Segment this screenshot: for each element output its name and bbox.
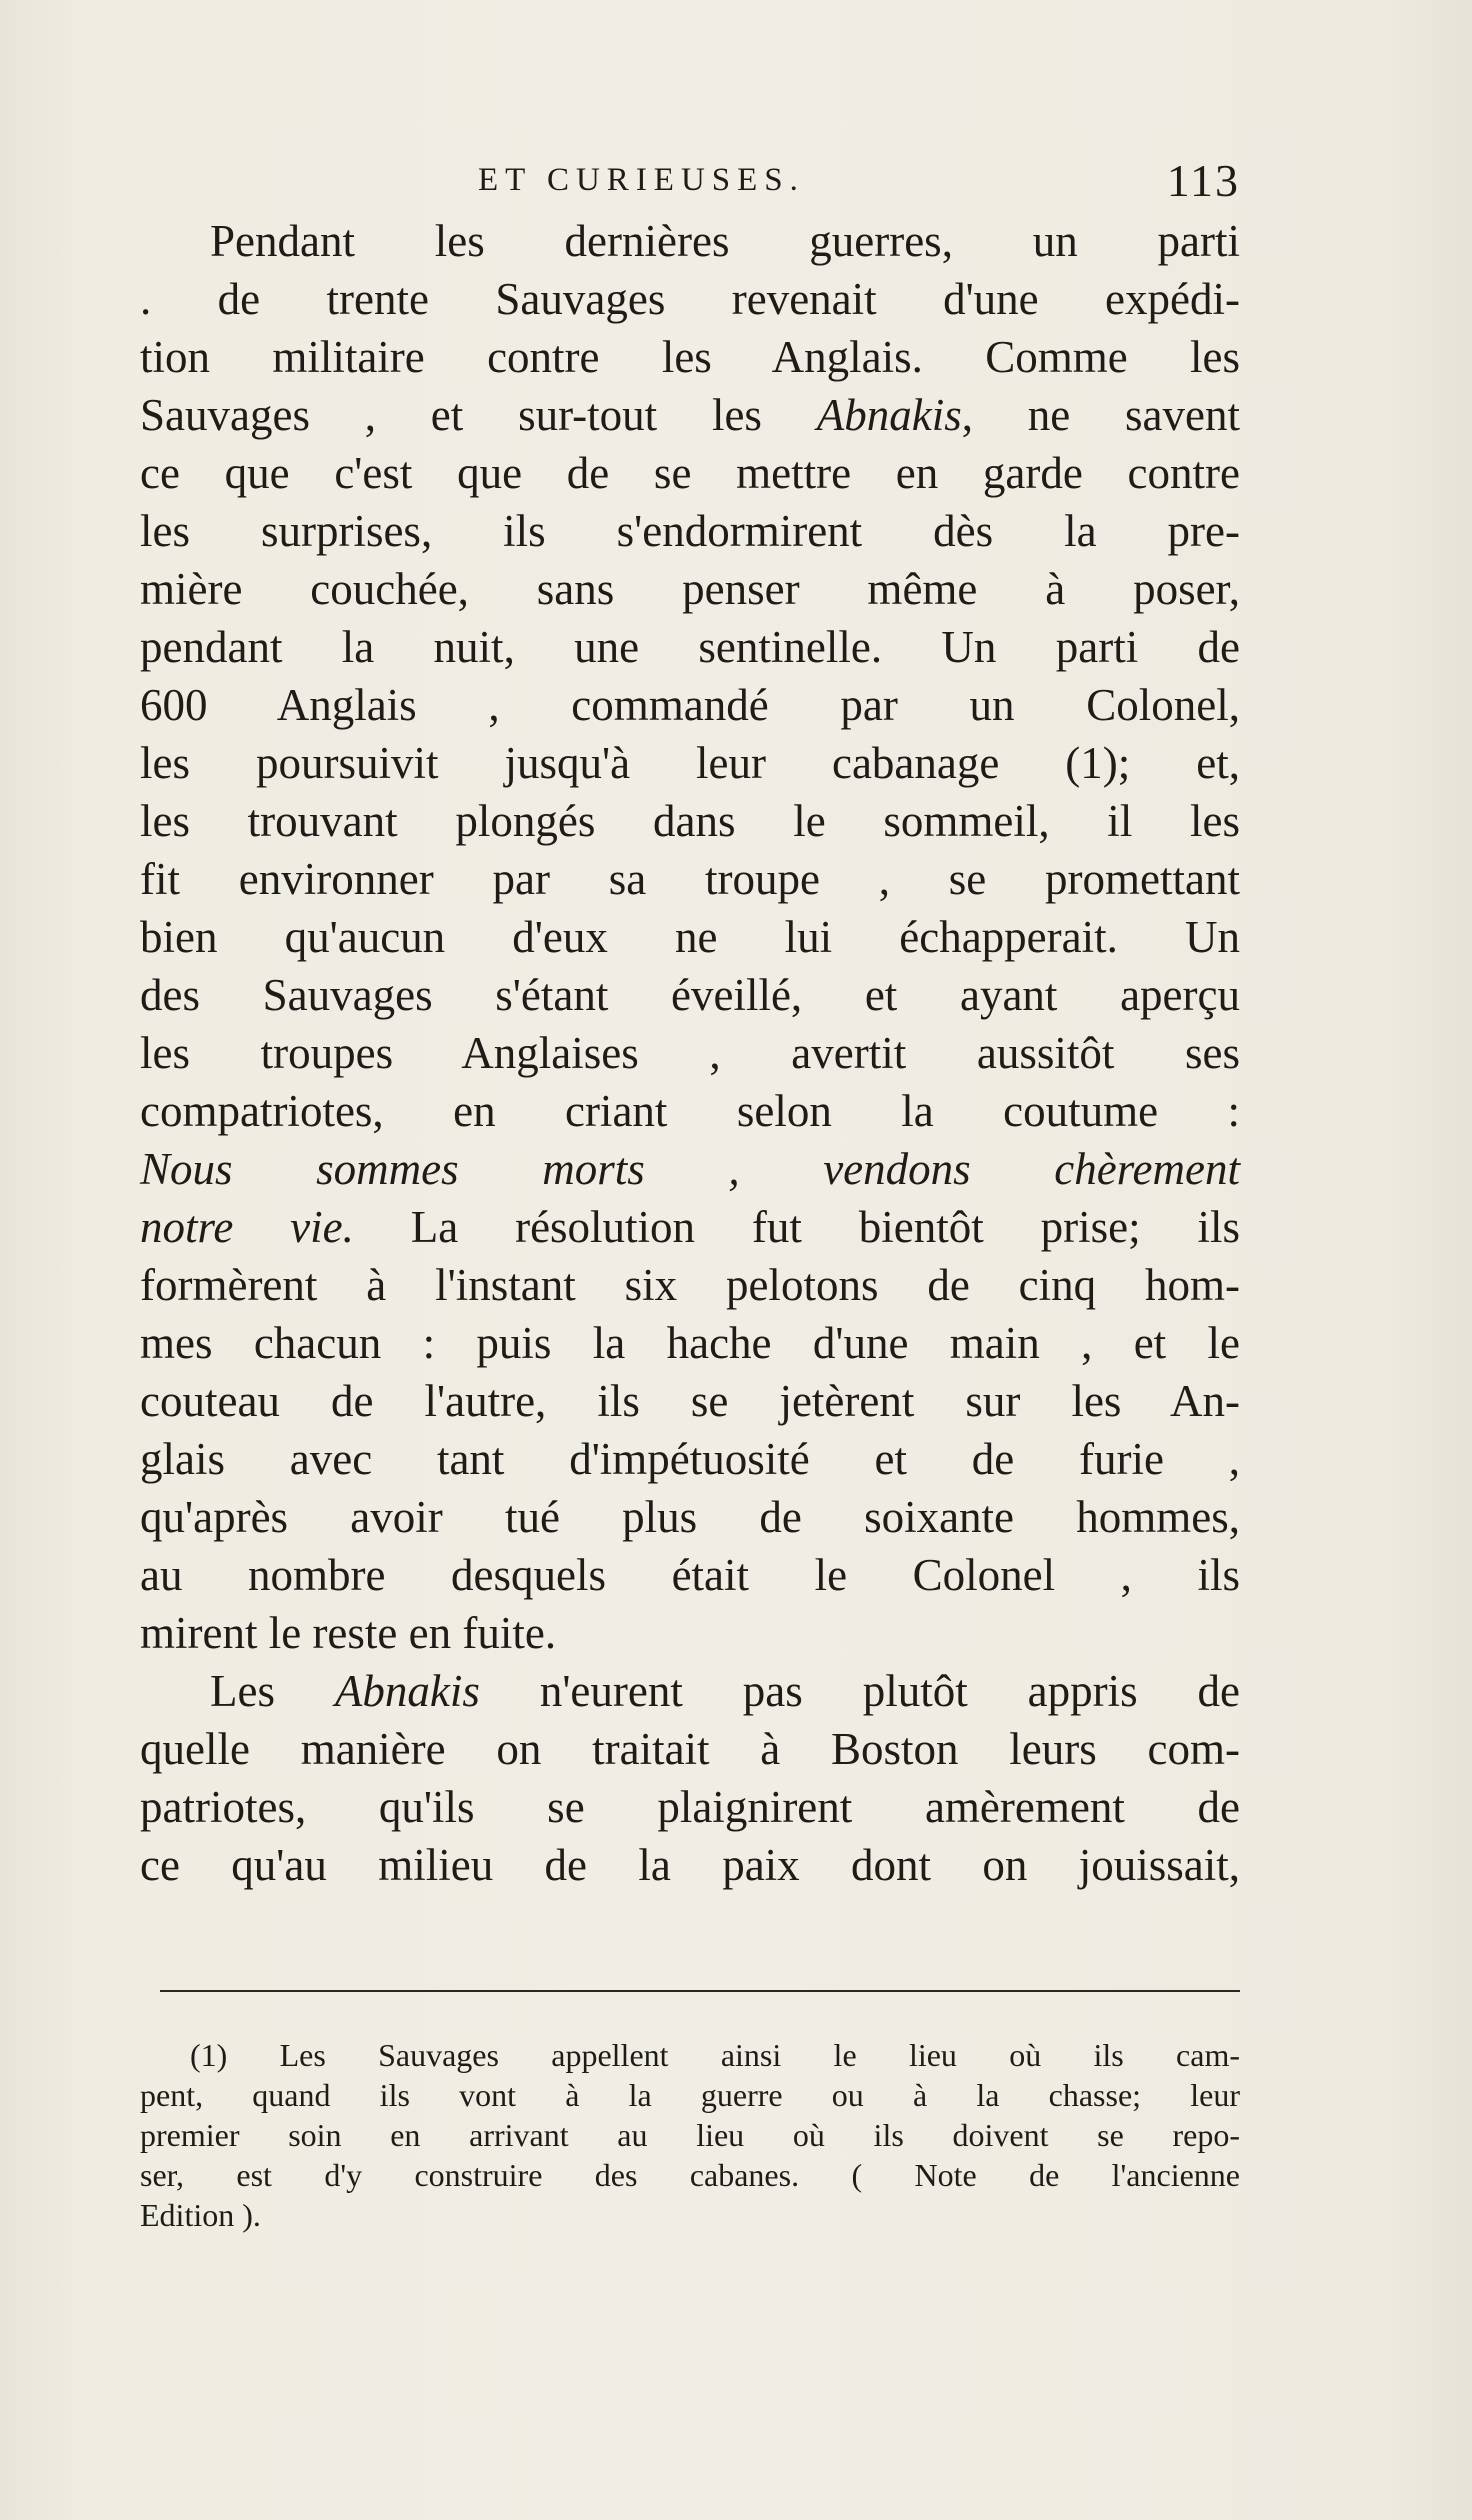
text-line: ce que c'est que de se mettre en garde contre	[140, 448, 1240, 498]
footnote-line: (1) Les Sauvages appellent ainsi le lieu où ils cam-	[190, 2037, 1240, 2073]
text-line: mirent le reste en fuite.	[140, 1608, 557, 1658]
page-number: 113	[1166, 155, 1240, 206]
text-line: tion militaire contre les Anglais. Comme les	[140, 332, 1240, 382]
footnote-line: pent, quand ils vont à la guerre ou à la chasse; leur	[140, 2077, 1240, 2113]
footnote-divider	[160, 1990, 1240, 1992]
text-line	[140, 1198, 1240, 1256]
footnote-line: premier soin en arrivant au lieu où ils doivent se repo-	[140, 2117, 1240, 2153]
text-line: qu'après avoir tué plus de soixante hommes,	[140, 1492, 1240, 1542]
text-line: bien qu'aucun d'eux ne lui échapperait. Un	[140, 912, 1240, 962]
text-line: . de trente Sauvages revenait d'une expédi-	[140, 274, 1240, 324]
italic-text-line: Nous sommes morts , vendons chèrement	[140, 1144, 1240, 1194]
body-text	[140, 212, 1240, 1894]
text-segment: Les	[210, 1666, 335, 1716]
text-line: mière couchée, sans penser même à poser,	[140, 564, 1240, 614]
text-line: ce qu'au milieu de la paix dont on jouissait,	[140, 1840, 1240, 1890]
text-line: les trouvant plongés dans le sommeil, il les	[140, 796, 1240, 846]
italic-term-abnakis: Abnakis	[816, 390, 962, 440]
text-segment: Sauvages , et sur-tout les	[140, 390, 817, 440]
text-line: des Sauvages s'étant éveillé, et ayant aperçu	[140, 970, 1240, 1020]
running-title: ET CURIEUSES.	[478, 162, 805, 198]
text-line: glais avec tant d'impétuosité et de furie ,	[140, 1434, 1240, 1484]
text-segment: , ne savent	[961, 390, 1240, 440]
text-line: quelle manière on traitait à Boston leurs com-	[140, 1724, 1240, 1774]
text-line: les surprises, ils s'endormirent dès la pre-	[140, 506, 1240, 556]
text-line: patriotes, qu'ils se plaignirent amèrement de	[140, 1782, 1240, 1832]
text-line: compatriotes, en criant selon la coutume :	[140, 1086, 1240, 1136]
text-line: au nombre desquels était le Colonel , ils	[140, 1550, 1240, 1600]
text-line: 600 Anglais , commandé par un Colonel,	[140, 680, 1240, 730]
text-line: formèrent à l'instant six pelotons de cinq hom-	[140, 1260, 1240, 1310]
text-line	[140, 386, 1240, 444]
text-line: pendant la nuit, une sentinelle. Un parti de	[140, 622, 1240, 672]
italic-term-abnakis: Abnakis	[334, 1666, 480, 1716]
text-line: mes chacun : puis la hache d'une main , et le	[140, 1318, 1240, 1368]
footnote-line: ser, est d'y construire des cabanes. ( Note de l'ancienne	[140, 2157, 1240, 2193]
text-segment: n'eurent pas plutôt appris de	[479, 1666, 1240, 1716]
text-line: les troupes Anglaises , avertit aussitôt ses	[140, 1028, 1240, 1078]
text-line: les poursuivit jusqu'à leur cabanage (1); et,	[140, 738, 1240, 788]
running-head	[140, 155, 1240, 214]
text-line	[140, 1662, 1240, 1720]
text-line: Pendant les dernières guerres, un parti	[210, 216, 1240, 266]
text-line: fit environner par sa troupe , se promettant	[140, 854, 1240, 904]
italic-phrase: notre vie.	[140, 1202, 354, 1252]
text-segment: La résolution fut bientôt prise; ils	[353, 1202, 1240, 1252]
footnote	[140, 2035, 1240, 2235]
text-line: couteau de l'autre, ils se jetèrent sur les An-	[140, 1376, 1240, 1426]
footnote-line: Edition ).	[140, 2197, 261, 2233]
